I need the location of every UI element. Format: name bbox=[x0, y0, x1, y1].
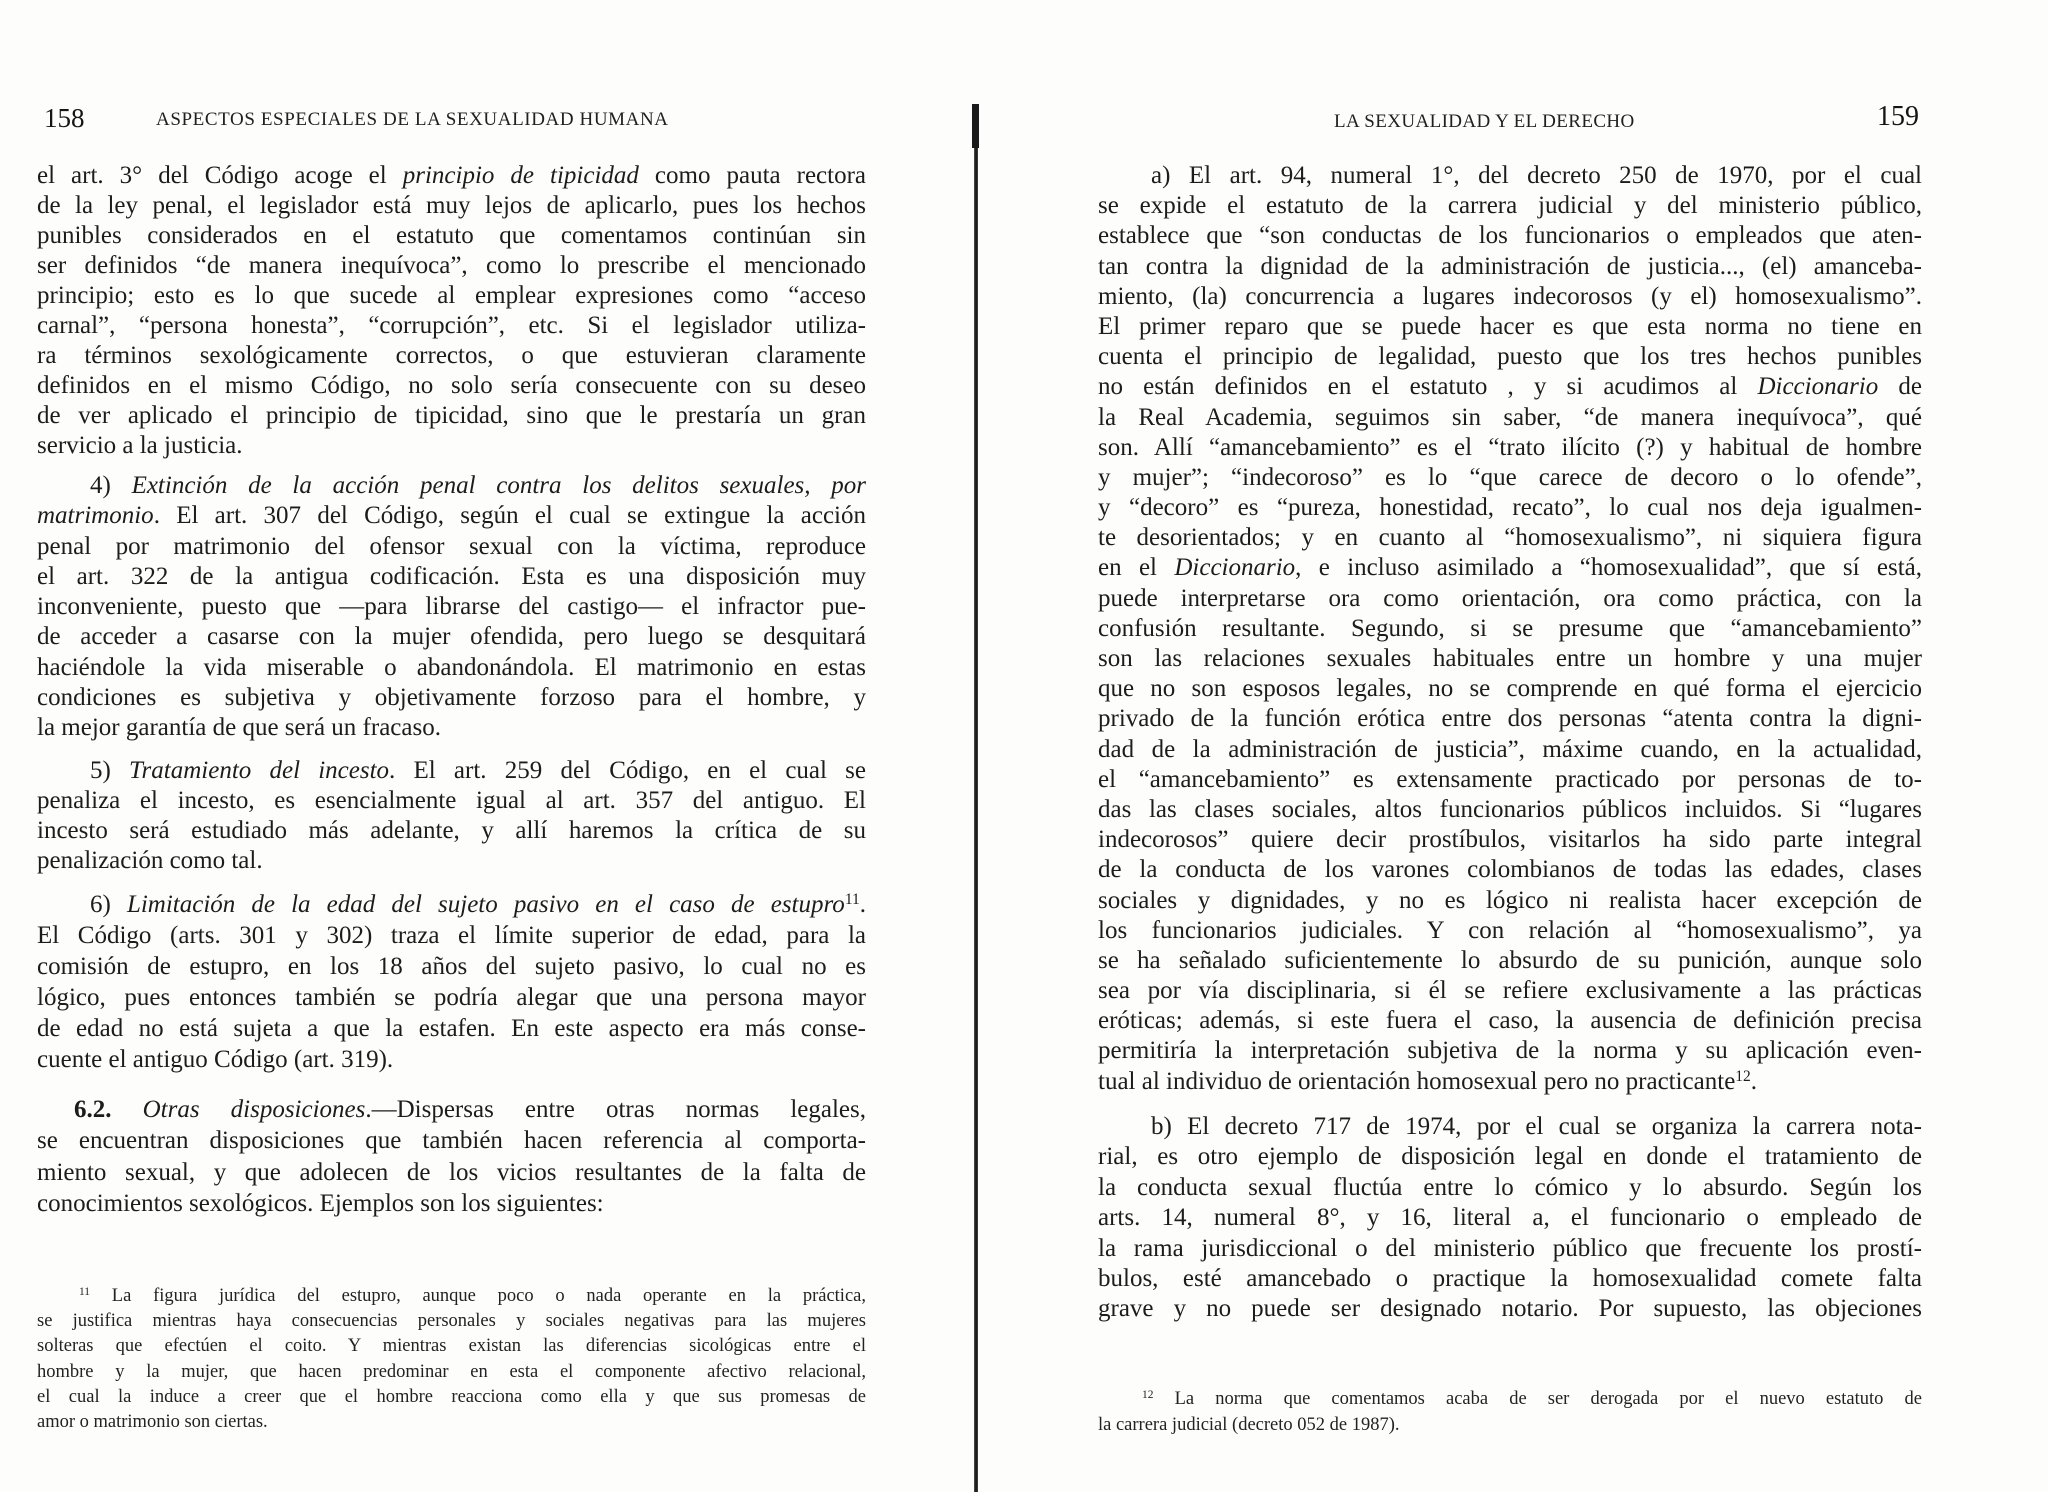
text-line bbox=[1098, 1067, 1922, 1097]
text-line: de la conducta de los varones colombianos de todas las edades, clases bbox=[1098, 856, 1922, 884]
text-segment: como pauta rectora bbox=[638, 162, 866, 189]
text-line: son. Allí “amancebamiento” es el “trato ilícito (?) y habitual de hombre bbox=[1098, 433, 1922, 461]
text-line: el “amancebamiento” es extensamente practicado por personas de to- bbox=[1098, 765, 1922, 793]
paragraph-b-decreto-717 bbox=[1098, 1112, 1922, 1325]
text-segment: La figura jurídica del estupro, aunque poco o nada operante en la práctica, bbox=[90, 1286, 866, 1306]
text-line: que no son esposos legales, no se comprende en qué forma el ejercicio bbox=[1098, 675, 1922, 703]
italic-text: Extinción de la acción penal contra los delitos sexuales, por bbox=[131, 472, 866, 499]
text-line: la conducta sexual fluctúa entre lo cómico y lo absurdo. Según los bbox=[1098, 1173, 1922, 1201]
italic-text: Diccionario bbox=[1757, 373, 1879, 401]
italic-text: Diccionario bbox=[1174, 554, 1296, 582]
text-line: permitiría la interpretación subjetiva de la norma y su aplicación even- bbox=[1098, 1037, 1922, 1065]
text-segment: 4) bbox=[90, 472, 132, 499]
text-line: inconveniente, puesto que —para librarse del castigo— el infractor pue- bbox=[37, 593, 866, 621]
footnote-reference: 11 bbox=[844, 891, 860, 909]
text-line: y “decoro” es “pureza, honestidad, recato”, lo cual nos deja igualmen- bbox=[1098, 494, 1922, 522]
italic-text: Tratamiento del incesto bbox=[129, 757, 390, 784]
text-line: los funcionarios judiciales. Y con relación al “homosexualismo”, ya bbox=[1098, 916, 1922, 944]
text-segment: . bbox=[859, 891, 866, 918]
paragraph-tratamiento-incesto bbox=[37, 756, 866, 876]
text-line bbox=[37, 501, 866, 531]
text-line: haciéndole la vida miserable o abandonándola. El matrimonio en estas bbox=[37, 653, 866, 681]
left-page bbox=[0, 0, 976, 1492]
text-line: te desorientados; y en cuanto al “homosexualismo”, ni siquiera figura bbox=[1098, 524, 1922, 552]
text-segment: . bbox=[1750, 1067, 1758, 1095]
text-line: ra términos sexológicamente correctos, o que estuvieran claramente bbox=[37, 342, 866, 369]
text-line: son las relaciones sexuales habituales entre un hombre y una mujer bbox=[1098, 645, 1922, 672]
text-line: el cual la induce a creer que el hombre reacciona como ella y que sus promesas de bbox=[37, 1386, 866, 1407]
footnote-reference: 11 bbox=[79, 1286, 91, 1299]
paragraph-extincion-accion-penal bbox=[37, 471, 866, 744]
page-number: 159 bbox=[1877, 101, 1919, 132]
text-line: y mujer”; “indecoroso” es lo “que carece de decoro o lo ofende”, bbox=[1098, 463, 1922, 491]
text-segment: . El art. 307 del Código, según el cual se extingue la acción bbox=[153, 502, 866, 530]
text-line: bulos, esté amancebado o practique la homosexualidad comete falta bbox=[1098, 1264, 1922, 1292]
text-line: privado de la función erótica entre dos personas “atenta contra la digni- bbox=[1098, 705, 1922, 733]
text-line: amor o matrimonio son ciertas. bbox=[37, 1411, 268, 1432]
footnote-12 bbox=[1098, 1386, 1922, 1438]
text-line: establece que “son conductas de los funcionarios o empleados que aten- bbox=[1098, 222, 1922, 250]
running-head: LA SEXUALIDAD Y EL DERECHO bbox=[1334, 111, 1635, 132]
text-line: el art. 322 de la antigua codificación. Esta es una disposición muy bbox=[37, 562, 866, 590]
text-line: indecorosos” quiere decir prostíbulos, visitarlos ha sido parte integral bbox=[1098, 826, 1922, 854]
text-line: punibles considerados en el estatuto que comentamos continúan sin bbox=[37, 222, 866, 249]
text-line: confusión resultante. Segundo, si se presume que “amancebamiento” bbox=[1098, 614, 1922, 642]
text-segment: tual al individuo de orientación homosexual pero no practicante bbox=[1098, 1067, 1736, 1095]
text-line bbox=[37, 471, 866, 501]
text-line: de acceder a casarse con la mujer ofendida, pero luego se desquitará bbox=[37, 623, 866, 651]
italic-text: Limitación de la edad del sujeto pasivo en el caso de estupro bbox=[126, 891, 845, 918]
text-line: grave y no puede ser designado notario. Por supuesto, las objeciones bbox=[1098, 1295, 1922, 1323]
italic-text: matrimonio bbox=[37, 502, 154, 530]
paragraph-a-decreto-250 bbox=[1098, 161, 1922, 1097]
text-line: penalización como tal. bbox=[37, 847, 263, 874]
text-segment: 6) bbox=[90, 891, 127, 918]
text-line: eróticas; además, si este fuera el caso, la ausencia de definición precisa bbox=[1098, 1007, 1922, 1035]
text-line: cuenta el principio de legalidad, puesto que los tres hechos punibles bbox=[1098, 343, 1922, 371]
right-page bbox=[980, 0, 2048, 1492]
text-line: conocimientos sexológicos. Ejemplos son los siguientes: bbox=[37, 1189, 604, 1217]
text-line: das las clases sociales, altos funcionarios públicos incluidos. Si “lugares bbox=[1098, 795, 1922, 823]
text-line: se justifica mientras haya consecuencias personales y sociales negativas para las mujeres bbox=[37, 1311, 866, 1332]
text-line: arts. 14, numeral 8°, y 16, literal a, el funcionario o empleado de bbox=[1098, 1204, 1922, 1232]
text-line: de ver aplicado el principio de tipicidad, sino que le prestaría un gran bbox=[37, 402, 866, 429]
text-line: se encuentran disposiciones que también hacen referencia al comporta- bbox=[37, 1127, 866, 1155]
footnote-reference: 12 bbox=[1142, 1389, 1154, 1402]
text-line: hombre y la mujer, que hacen predominar en esta el componente afectivo relacional, bbox=[37, 1361, 866, 1382]
text-segment: 5) bbox=[90, 757, 130, 784]
text-line: dad de la administración de justicia”, máxime cuando, en la actualidad, bbox=[1098, 735, 1922, 763]
text-segment bbox=[112, 1096, 143, 1123]
text-line: servicio a la justicia. bbox=[37, 432, 243, 459]
text-line: El primer reparo que se puede hacer es que esta norma no tiene en bbox=[1098, 312, 1922, 340]
paragraph-continuation bbox=[37, 161, 866, 461]
text-line bbox=[37, 161, 866, 191]
text-line: comisión de estupro, en los 18 años del sujeto pasivo, lo cual no es bbox=[37, 953, 866, 980]
running-head: ASPECTOS ESPECIALES DE LA SEXUALIDAD HUMANA bbox=[156, 109, 669, 130]
text-line: incesto será estudiado más adelante, y allí haremos la crítica de su bbox=[37, 817, 866, 844]
text-line bbox=[1098, 553, 1922, 583]
text-line: ser definidos “de manera inequívoca”, como lo prescribe el mencionado bbox=[37, 252, 866, 279]
text-segment: el art. 3° del Código acoge el bbox=[37, 162, 403, 189]
text-line: El Código (arts. 301 y 302) traza el límite superior de edad, para la bbox=[37, 922, 866, 949]
text-line: se expide el estatuto de la carrera judicial y del ministerio público, bbox=[1098, 192, 1922, 220]
text-line: de edad no está sujeta a que la estafen. En este aspecto era más conse- bbox=[37, 1015, 866, 1042]
text-segment: de bbox=[1878, 373, 1922, 401]
text-line: puede interpretarse ora como orientación, ora como práctica, con la bbox=[1098, 584, 1922, 612]
footnote-11 bbox=[37, 1284, 866, 1435]
text-line bbox=[1098, 1386, 1922, 1412]
text-segment: , e incluso asimilado a “homosexualidad”, que sí está, bbox=[1295, 554, 1922, 582]
footnote-reference: 12 bbox=[1735, 1067, 1751, 1085]
text-segment: en el bbox=[1098, 554, 1175, 582]
text-line: sociales y dignidades, y no es lógico ni realista hacer excepción de bbox=[1098, 886, 1922, 914]
text-line: la Real Academia, seguimos sin saber, “de manera inequívoca”, qué bbox=[1098, 403, 1922, 431]
text-line: rial, es otro ejemplo de disposición legal en donde el tratamiento de bbox=[1098, 1143, 1922, 1171]
text-segment: .—Dispersas entre otras normas legales, bbox=[365, 1096, 866, 1123]
text-line bbox=[37, 1284, 866, 1309]
text-segment: La norma que comentamos acaba de ser derogada por el nuevo estatuto de bbox=[1153, 1389, 1922, 1409]
text-line bbox=[37, 889, 866, 920]
text-line: la carrera judicial (decreto 052 de 1987). bbox=[1098, 1415, 1400, 1435]
text-segment: no están definidos en el estatuto , y si acudimos al bbox=[1098, 373, 1758, 401]
text-line bbox=[37, 1094, 866, 1125]
text-line: de la ley penal, el legislador está muy lejos de aplicarlo, pues los hechos bbox=[37, 192, 866, 219]
text-line: condiciones es subjetiva y objetivamente forzoso para el hombre, y bbox=[37, 684, 866, 712]
text-line: principio; esto es lo que sucede al emplear expresiones como “acceso bbox=[37, 282, 866, 309]
text-line: la mejor garantía de que será un fracaso. bbox=[37, 714, 441, 742]
text-segment: . El art. 259 del Código, en el cual se bbox=[389, 757, 866, 784]
italic-text: principio de tipicidad bbox=[402, 162, 639, 189]
text-line: carnal”, “persona honesta”, “corrupción”, etc. Si el legislador utiliza- bbox=[37, 312, 866, 339]
text-line: se ha señalado suficientemente lo absurdo de su punición, aunque solo bbox=[1098, 946, 1922, 974]
text-line: miento sexual, y que adolecen de los vicios resultantes de la falta de bbox=[37, 1158, 866, 1186]
text-line: cuente el antiguo Código (art. 319). bbox=[37, 1046, 394, 1073]
paragraph-limitacion-edad bbox=[37, 889, 866, 1075]
text-line: tan contra la dignidad de la administración de justicia..., (el) amanceba- bbox=[1098, 252, 1922, 280]
text-line: penaliza el incesto, es esencialmente igual al art. 357 del antiguo. El bbox=[37, 787, 866, 814]
text-line: penal por matrimonio del ofensor sexual con la víctima, reproduce bbox=[37, 532, 866, 560]
section-number: 6.2. bbox=[74, 1096, 112, 1123]
text-line: miento, (la) concurrencia a lugares indecorosos (y el) homosexualismo”. bbox=[1098, 282, 1922, 310]
text-line: solteras que efectúen el coito. Y mientras existan las diferencias sicológicas entre el bbox=[37, 1336, 866, 1357]
text-line bbox=[1098, 372, 1922, 402]
text-line: lógico, pues entonces también se podría alegar que una persona mayor bbox=[37, 984, 866, 1011]
page-number: 158 bbox=[44, 103, 85, 133]
italic-text: Otras disposiciones bbox=[142, 1096, 366, 1123]
text-line: b) El decreto 717 de 1974, por el cual se organiza la carrera nota- bbox=[1151, 1113, 1922, 1140]
text-line: definidos en el mismo Código, no solo sería consecuente con su deseo bbox=[37, 372, 866, 399]
text-line: a) El art. 94, numeral 1°, del decreto 250 de 1970, por el cual bbox=[1151, 162, 1922, 189]
text-line: la rama jurisdiccional o del ministerio público que frecuente los prostí- bbox=[1098, 1234, 1922, 1262]
paragraph-otras-disposiciones bbox=[37, 1094, 866, 1219]
text-line bbox=[37, 756, 866, 786]
text-line: sea por vía disciplinaria, si él se refiere exclusivamente a las prácticas bbox=[1098, 977, 1922, 1005]
